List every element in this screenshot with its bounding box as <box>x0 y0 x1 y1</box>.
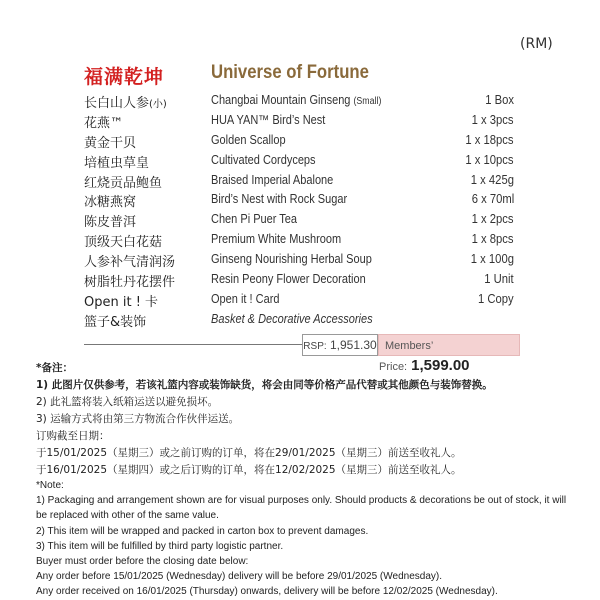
notes-cn-line: 1) 此图片仅供参考，若该礼篮内容或装饰缺货，将会由同等价格产品代替或其他颜色与装饰替换。 <box>36 379 493 391</box>
notes-en-line: Any order before 15/01/2025 (Wednesday) delivery will be before 29/01/2025 (Wednesday). <box>36 571 442 583</box>
notes-en-line: Any order received on 16/01/2025 (Thursday) onwards, delivery will be before 12/02/2025 (Wednesday). <box>36 586 498 598</box>
item-quantity: 1 x 2pcs <box>472 212 514 227</box>
member-price-box <box>378 334 520 374</box>
item-name-cn: 培植虫草皇 <box>84 155 150 171</box>
list-item <box>84 251 514 271</box>
list-item <box>84 112 514 132</box>
item-name-cn: 树脂牡丹花摆件 <box>84 275 176 291</box>
item-quantity: 1 x 3pcs <box>472 112 514 127</box>
item-list <box>84 92 514 331</box>
item-quantity: 1 x 100g <box>470 252 514 267</box>
item-quantity: 1 Unit <box>484 272 514 287</box>
list-item <box>84 172 514 192</box>
list-item <box>84 291 514 311</box>
rsp-price-box <box>302 334 378 356</box>
notes-cn-heading: *备注： <box>36 362 73 374</box>
item-name-cn: 黄金干贝 <box>84 135 137 151</box>
item-name-cn: 红烧贡品鲍鱼 <box>84 175 163 191</box>
item-name-en: Resin Peony Flower Decoration <box>211 272 366 287</box>
item-quantity: 1 Copy <box>478 291 514 306</box>
rsp-label: RSP: <box>303 341 327 352</box>
rsp-value: 1,951.30 <box>329 338 377 352</box>
notes-en-heading: *Note: <box>36 480 64 491</box>
item-name-en: Cultivated Cordyceps <box>211 152 316 167</box>
item-name-cn: Open it ! 卡 <box>84 294 159 310</box>
item-quantity: 1 x 10pcs <box>465 152 514 167</box>
item-quantity: 1 x 425g <box>470 172 514 187</box>
item-name-cn-suffix: (小) <box>149 99 167 110</box>
item-name-en: HUA YAN™ Bird’s Nest <box>211 112 326 127</box>
list-item <box>84 311 514 331</box>
item-name-cn: 陈皮普洱 <box>84 215 137 231</box>
item-name-cn: 长白山人参 <box>84 96 150 111</box>
item-name-en: Premium White Mushroom <box>211 232 342 247</box>
notes-chinese <box>36 360 493 479</box>
member-price-value: 1,599.00 <box>411 357 470 374</box>
notes-cn-order-line: 于15/01/2025（星期三）或之前订购的订单，将在29/01/2025（星期三）前送至收礼人。 <box>36 447 462 459</box>
notes-cn-line: 2) 此礼篮将装入纸箱运送以避免损坏。 <box>36 396 219 408</box>
notes-cn-order-heading: 订购截至日期： <box>36 430 110 442</box>
list-item <box>84 132 514 152</box>
item-quantity: 1 x 18pcs <box>465 132 514 147</box>
product-title-en: Universe of Fortune <box>211 62 369 83</box>
item-quantity: 1 Box <box>485 93 514 107</box>
notes-en-line: Buyer must order before the closing date below: <box>36 556 249 568</box>
notes-cn-line: 3) 运输方式将由第三方物流合作伙伴运送。 <box>36 413 240 425</box>
list-item <box>84 231 514 251</box>
item-name-en: Ginseng Nourishing Herbal Soup <box>211 252 372 267</box>
item-name-en: Changbai Mountain Ginseng <box>211 93 351 107</box>
item-name-en: Chen Pi Puer Tea <box>211 212 298 227</box>
item-name-cn: 顶级天白花菇 <box>84 235 163 251</box>
item-name-en: Open it ! Card <box>211 291 280 306</box>
item-name-en-suffix: (Small) <box>353 96 382 107</box>
notes-english <box>36 478 576 600</box>
item-name-cn: 篮子&装饰 <box>84 314 147 330</box>
list-item <box>84 191 514 211</box>
list-item <box>84 152 514 172</box>
product-title-cn: 福满乾坤 <box>84 66 165 88</box>
item-name-cn: 人参补气清润汤 <box>84 255 176 271</box>
item-name-en: Braised Imperial Abalone <box>211 172 334 187</box>
notes-en-line: 1) Packaging and arrangement shown are for visual purposes only. Should products & decorations be out of stock, it will be replaced with other of the same value. <box>36 495 567 522</box>
item-name-cn: 花燕™ <box>84 115 124 131</box>
item-name-en: Basket & Decorative Accessories <box>211 311 373 326</box>
list-item <box>84 92 514 112</box>
price-divider <box>84 344 302 345</box>
item-name-en: Golden Scallop <box>211 132 286 147</box>
item-name-cn: 冰糖燕窝 <box>84 195 137 211</box>
currency-label: (RM) <box>520 36 553 52</box>
item-quantity: 1 x 8pcs <box>472 232 514 247</box>
notes-en-line: 3) This item will be fulfilled by third party logistic partner. <box>36 540 284 552</box>
item-quantity: 6 x 70ml <box>471 192 514 207</box>
item-name-en: Bird’s Nest with Rock Sugar <box>211 192 348 207</box>
notes-en-line: 2) This item will be wrapped and packed in carton box to prevent damages. <box>36 525 369 537</box>
member-price-label: Members’ Price: <box>379 340 433 373</box>
list-item <box>84 271 514 291</box>
notes-cn-order-line: 于16/01/2025（星期四）或之后订购的订单，将在12/02/2025（星期三）前送至收礼人。 <box>36 464 462 476</box>
list-item <box>84 211 514 231</box>
